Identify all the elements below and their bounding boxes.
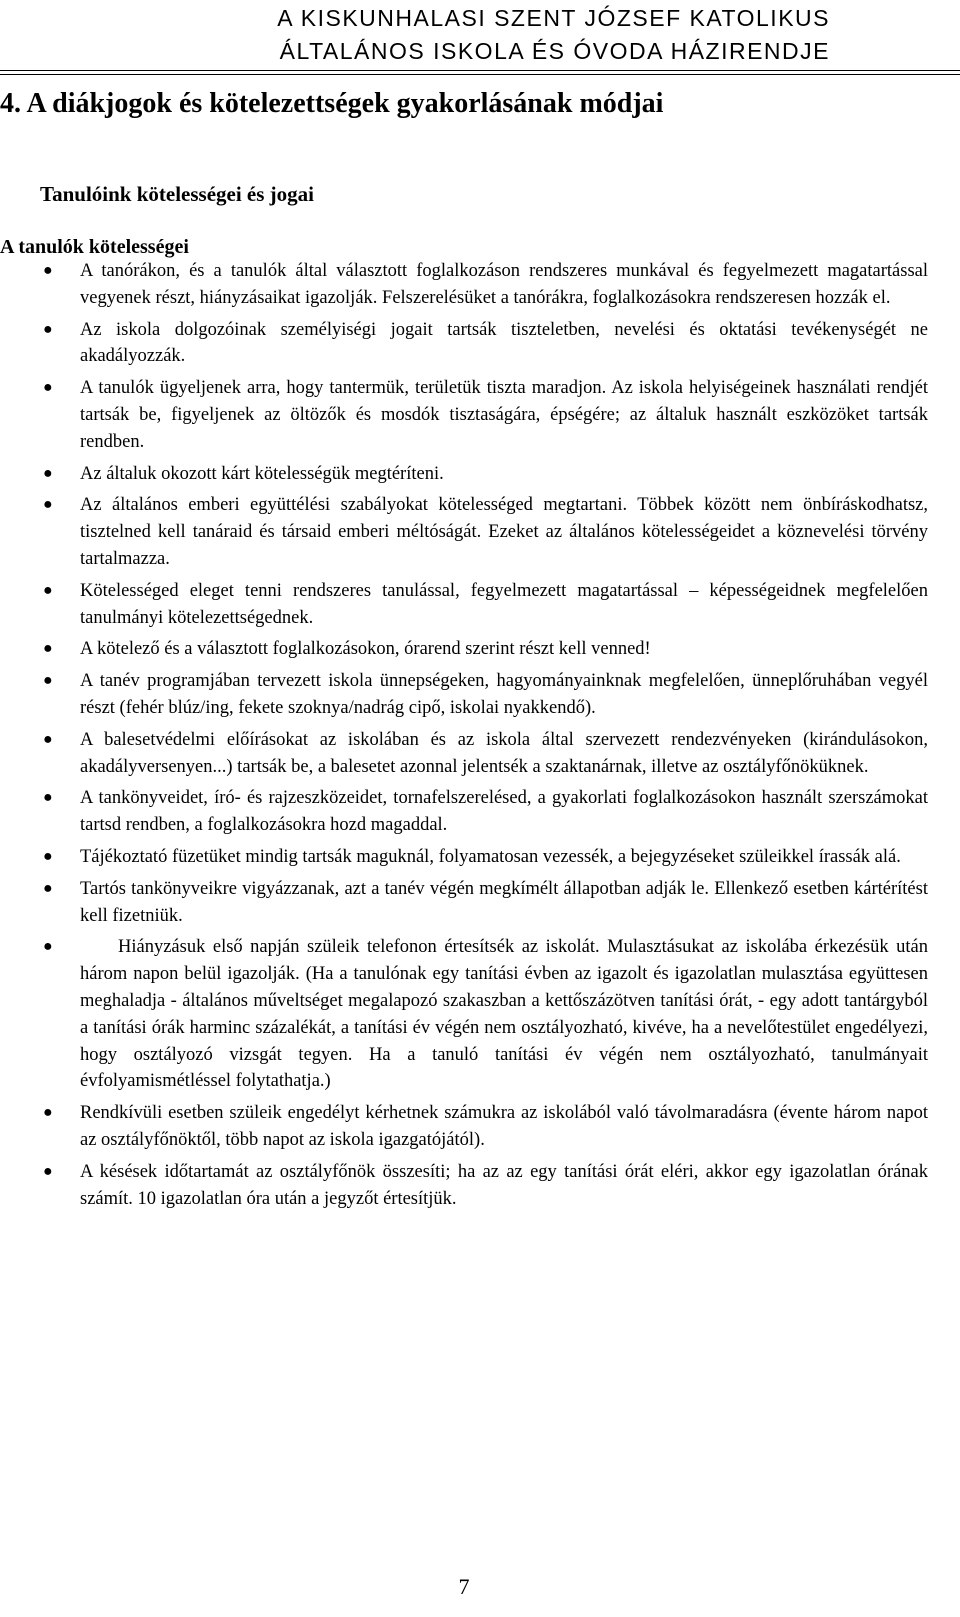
bullet-icon: ● [43, 320, 53, 338]
list-item-text: A tankönyveidet, író- és rajzeszközeidet, tornafelszerelésed, a gyakorlati foglalkozásokon használt szerszámokat tartsd rendben, a foglalkozásokra hozd magaddal. [80, 788, 928, 836]
list-item [0, 375, 928, 455]
bullet-icon: ● [43, 1104, 53, 1122]
bullet-icon: ● [43, 672, 53, 690]
bullet-icon: ● [43, 847, 53, 865]
list-item-text: Kötelességed eleget tenni rendszeres tanulással, fegyelmezett magatartással – képességeidnek megfelelően tanulmányi kötelezettségednek. [80, 580, 928, 628]
list-item-text: Tájékoztató füzetüket mindig tartsák maguknál, folyamatosan vezessék, a bejegyzéseket szüleikkel írassák alá. [80, 846, 901, 867]
header-line-2: ÁLTALÁNOS ISKOLA ÉS ÓVODA HÁZIRENDJE [279, 38, 830, 64]
header-rule-bottom [0, 74, 960, 75]
list-item-text: A balesetvédelmi előírásokat az iskolában és az iskola által szervezett rendezvényeken (kirándulásokon, akadályversenyen...) tartsák be, a balesetet azonnal jelentsék a szaktanárnak, illetve az osztályfőnöküknek. [80, 729, 928, 777]
list-item-text: A tanév programjában tervezett iskola ünnepségeken, hagyományainknak megfelelően, ünneplőruhában vegyél részt (fehér blúz/ing, fekete szoknya/nadrág cipő, iskolai nyakkendő). [80, 671, 928, 718]
list-item [0, 636, 928, 663]
bullet-icon: ● [43, 262, 53, 279]
list-item [0, 668, 928, 722]
bullet-icon: ● [43, 464, 53, 482]
list-item [0, 727, 928, 781]
list-item [0, 461, 928, 488]
document-header [130, 2, 830, 68]
bullet-icon: ● [43, 938, 53, 956]
subtitle: Tanulóink kötelességei és jogai [40, 182, 315, 206]
list-item-text: Az általuk okozott kárt kötelességük megtéríteni. [80, 463, 444, 484]
header-rule-top [0, 70, 960, 71]
list-item [0, 785, 928, 839]
list-item [0, 258, 928, 312]
list-item [0, 1159, 928, 1213]
list-item-text: A késések időtartamát az osztályfőnök összesíti; ha az az egy tanítási órát eléri, akkor egy igazolatlan órának számít. 10 igazolatlan óra után a jegyzőt értesítjük. [80, 1161, 928, 1209]
bullet-icon: ● [43, 581, 53, 599]
list-item-text: Az általános emberi együttélési szabályokat kötelességed megtartani. Többek között nem önbíráskodhatsz, tisztelned kell tanáraid és társaid emberi méltóságát. Ezeket az általános kötelességeidet a köznevelési törvény tartalmazza. [80, 495, 928, 569]
bullet-icon: ● [43, 1162, 53, 1180]
bullet-icon: ● [43, 879, 53, 897]
bullet-icon: ● [43, 730, 53, 748]
subheading: A tanulók kötelességei [0, 236, 189, 258]
list-item-text: Rendkívüli esetben szüleik engedélyt kérhetnek számukra az iskolából való távolmaradásra (évente három napot az osztályfőnöktől, több napot az iskola igazgatójától). [80, 1103, 928, 1150]
list-item [0, 578, 928, 632]
bullet-icon: ● [43, 379, 53, 397]
obligations-list [0, 258, 928, 1217]
list-item [0, 317, 928, 371]
bullet-icon: ● [43, 640, 53, 658]
list-item-text: A tanulók ügyeljenek arra, hogy tantermük, területük tiszta maradjon. Az iskola helyiségeinek használati rendjét tartsák be, figyeljenek az öltözők és mosdók tisztaságára, épségére; az általuk használt eszközöket tartsák rendben. [80, 378, 928, 452]
list-item [0, 876, 928, 930]
list-item [0, 1100, 928, 1154]
list-item [0, 492, 928, 572]
list-item-text: A tanórákon, és a tanulók által választott foglalkozáson rendszeres munkával és fegyelmezett magatartással vegyenek részt, hiányzásaikat igazolják. Felszerelésüket a tanórákra, foglalkozásokra rendszeresen hozzák el. [80, 261, 928, 308]
list-item-text: Az iskola dolgozóinak személyiségi jogait tartsák tiszteletben, nevelési és oktatási tevékenységét ne akadályozzák. [80, 319, 928, 367]
bullet-icon: ● [43, 789, 53, 807]
list-item-text: Hiányzásuk első napján szüleik telefonon értesítsék az iskolát. Mulasztásukat az iskolába érkezésük után három napon belül igazolják. (Ha a tanulónak egy tanítási évben az igazolt és igazolatlan mulasztása együttesen meghaladja - általános műveltséget megalapozó szakaszban a kettőszázötven tanítási órát, - egy adott tantárgyból a tanítási órák harminc százalékát, a tanítási év végén nem osztályozható, kivéve, ha a nevelőtestület engedélyezi, hogy osztályozó vizsgát tegyen. Ha a tanuló tanítási év végén nem osztályozható, tanulmányait évfolyamismétléssel folytathatja.) [80, 937, 928, 1092]
page-number: 7 [458, 1574, 470, 1599]
header-line-1: A KISKUNHALASI SZENT JÓZSEF KATOLIKUS [277, 5, 830, 31]
list-item [0, 934, 928, 1095]
section-title: 4. A diákjogok és kötelezettségek gyakorlásának módjai [0, 88, 664, 119]
list-item [0, 844, 928, 871]
list-item-text: A kötelező és a választott foglalkozásokon, órarend szerint részt kell venned! [80, 639, 651, 660]
bullet-icon: ● [43, 496, 53, 514]
list-item-text: Tartós tankönyveikre vigyázzanak, azt a tanév végén megkímélt állapotban adják le. Ellenkező esetben kártérítést kell fizetniük. [80, 878, 928, 926]
